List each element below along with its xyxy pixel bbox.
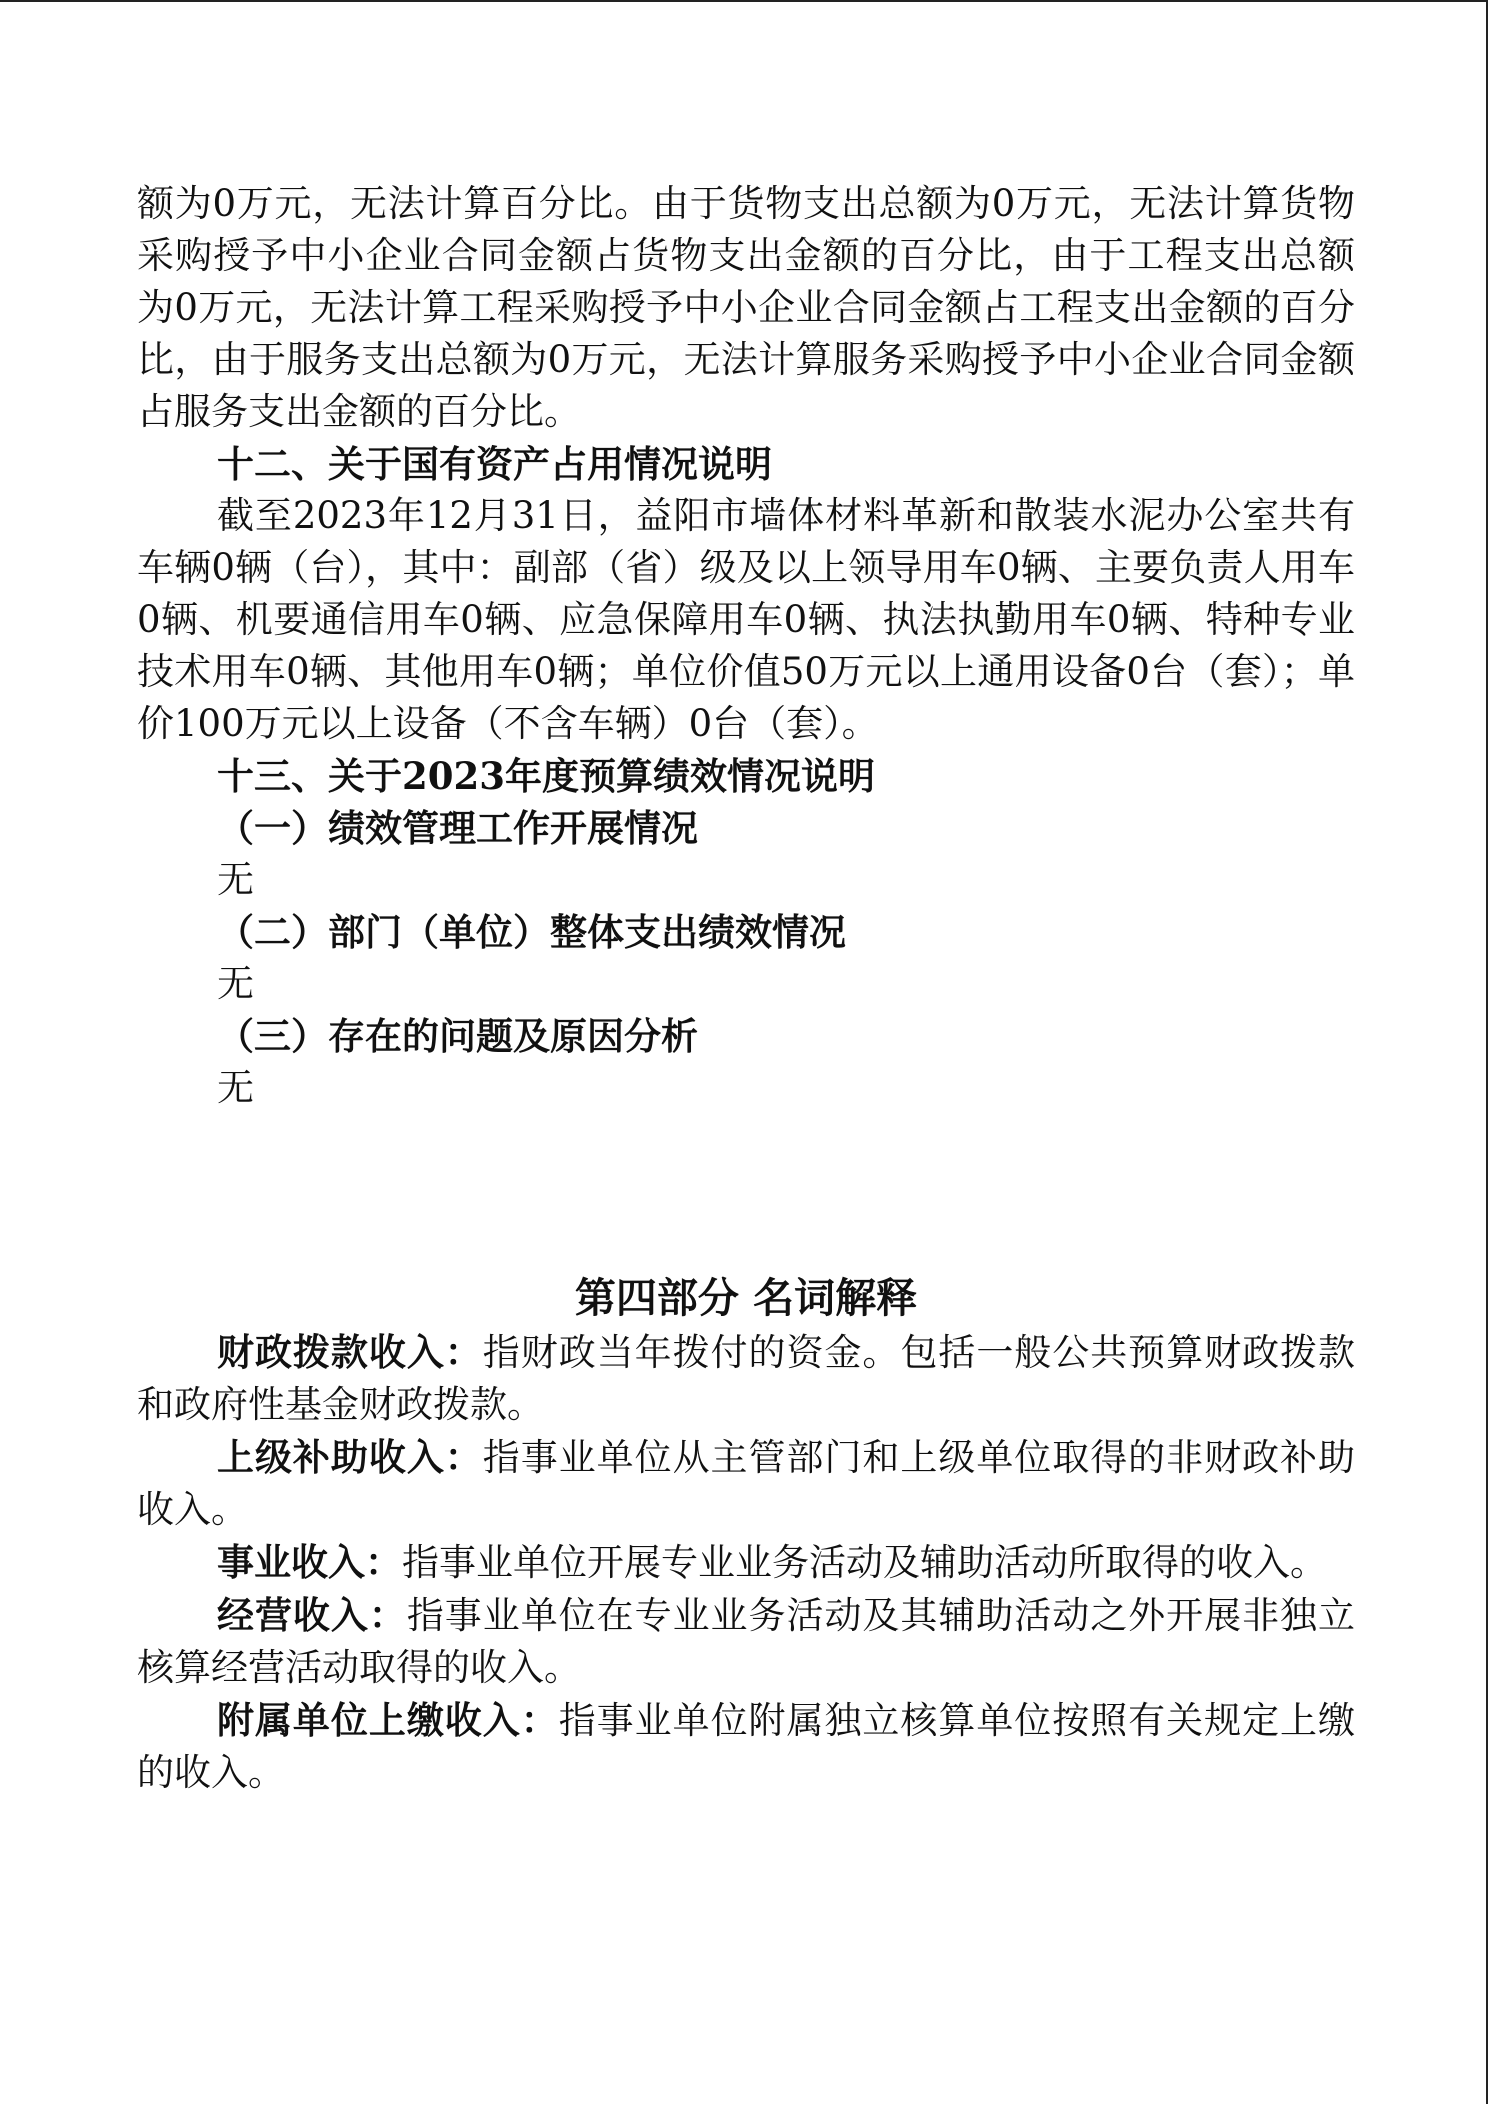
glossary-entry (137, 1326, 1355, 1431)
section-12-heading: 十二、关于国有资产占用情况说明 (217, 442, 772, 486)
section-13-heading: 十三、关于2023年度预算绩效情况说明 (217, 754, 875, 798)
glossary-term: 附属单位上缴收入： (217, 1698, 559, 1742)
glossary-definition: 指财政当年拨付的资金。包括一般公共预算财政拨款和政府性基金财政拨款。 (137, 1331, 1356, 1426)
subsection-1-body: 无 (217, 858, 254, 901)
glossary-entry (137, 1694, 1355, 1799)
part-4-title: 第四部分 名词解释 (574, 1274, 918, 1322)
subsection-2-heading: （二）部门（单位）整体支出绩效情况 (217, 910, 846, 954)
glossary-entry (137, 1536, 1355, 1589)
continued-paragraph: 额为0万元，无法计算百分比。由于货物支出总额为0万元，无法计算货物采购授予中小企业合同金额占货物支出金额的百分比，由于工程支出总额为0万元，无法计算工程采购授予中小企业合同金额占工程支出金额的百分比，由于服务支出总额为0万元，无法计算服务采购授予中小企业合同金额占服务支出金额的百分比。 (137, 182, 1355, 433)
glossary-term: 事业收入： (217, 1540, 402, 1584)
subsection-3-body: 无 (217, 1066, 254, 1109)
document-body (137, 178, 1355, 1799)
subsection-1-heading: （一）绩效管理工作开展情况 (217, 806, 698, 850)
glossary-entry (137, 1431, 1355, 1536)
glossary-definition: 指事业单位从主管部门和上级单位取得的非财政补助收入。 (137, 1436, 1356, 1531)
glossary-definition: 指事业单位在专业业务活动及其辅助活动之外开展非独立核算经营活动取得的收入。 (137, 1594, 1355, 1689)
glossary-definition: 指事业单位开展专业业务活动及辅助活动所取得的收入。 (402, 1541, 1327, 1584)
section-gap (137, 1114, 1355, 1270)
subsection-2-body: 无 (217, 962, 254, 1005)
glossary-entry (137, 1589, 1355, 1694)
subsection-3-heading: （三）存在的问题及原因分析 (217, 1014, 698, 1058)
glossary-definition: 指事业单位附属独立核算单位按照有关规定上缴的收入。 (137, 1699, 1356, 1794)
glossary-term: 财政拨款收入： (217, 1330, 483, 1374)
glossary-term: 上级补助收入： (217, 1435, 483, 1479)
glossary-term: 经营收入： (217, 1593, 407, 1637)
section-12-body: 截至2023年12月31日，益阳市墙体材料革新和散装水泥办公室共有车辆0辆（台），其中：副部（省）级及以上领导用车0辆、主要负责人用车0辆、机要通信用车0辆、应急保障用车0辆、执法执勤用车0辆、特种专业技术用车0辆、其他用车0辆；单位价值50万元以上通用设备0台（套）；单价100万元以上设备（不含车辆）0台（套）。 (137, 494, 1355, 745)
